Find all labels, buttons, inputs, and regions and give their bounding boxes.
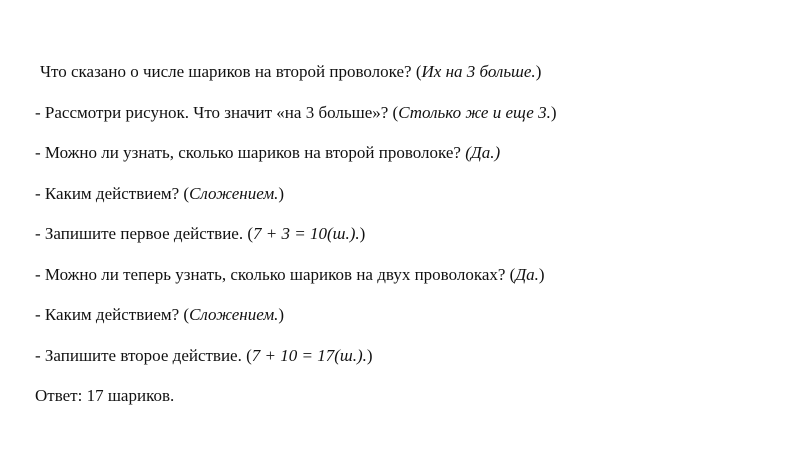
question-text: - Запишите второе действие. ( — [35, 345, 252, 365]
question-text: - Рассмотри рисунок. Что значит «на 3 больше»? ( — [35, 102, 399, 122]
question-line-7 — [35, 305, 557, 325]
question-text: - Можно ли теперь узнать, сколько шариков на двух проволоках? ( — [35, 264, 516, 284]
closing-paren: ) — [535, 62, 542, 81]
answer-text: Их на 3 больше. — [421, 62, 536, 81]
question-text: - Каким действием? ( — [35, 305, 190, 324]
question-line-2 — [35, 103, 557, 123]
answer-text: Да. — [515, 264, 539, 284]
closing-paren: ) — [359, 224, 366, 243]
question-line-8 — [35, 346, 557, 366]
question-line-5 — [35, 224, 557, 244]
question-line-4 — [35, 184, 557, 204]
answer-text: 7 + 10 = 17(ш.). — [251, 345, 367, 365]
question-line-1 — [35, 62, 557, 82]
question-line-6 — [35, 265, 557, 285]
answer-text: Столько же и еще 3. — [398, 102, 551, 122]
question-text: Что сказано о числе шариков на второй проволоке? ( — [40, 62, 422, 81]
answer-line — [35, 386, 557, 406]
question-text: - Можно ли узнать, сколько шариков на второй проволоке? — [35, 143, 466, 162]
closing-paren: ) — [278, 305, 285, 324]
question-line-3 — [35, 143, 557, 163]
answer-text: (Да.) — [465, 143, 501, 162]
closing-paren: ) — [538, 264, 545, 284]
closing-paren: ) — [366, 345, 373, 365]
question-text: - Каким действием? ( — [35, 183, 190, 203]
final-answer-text: Ответ: 17 шариков. — [35, 386, 175, 405]
question-text: - Запишите первое действие. ( — [35, 224, 254, 243]
answer-text: 7 + 3 = 10(ш.). — [253, 224, 360, 243]
answer-text: Сложением. — [189, 305, 279, 324]
closing-paren: ) — [278, 183, 285, 203]
dialogue-text — [35, 62, 557, 427]
closing-paren: ) — [550, 102, 557, 122]
answer-text: Сложением. — [189, 183, 279, 203]
